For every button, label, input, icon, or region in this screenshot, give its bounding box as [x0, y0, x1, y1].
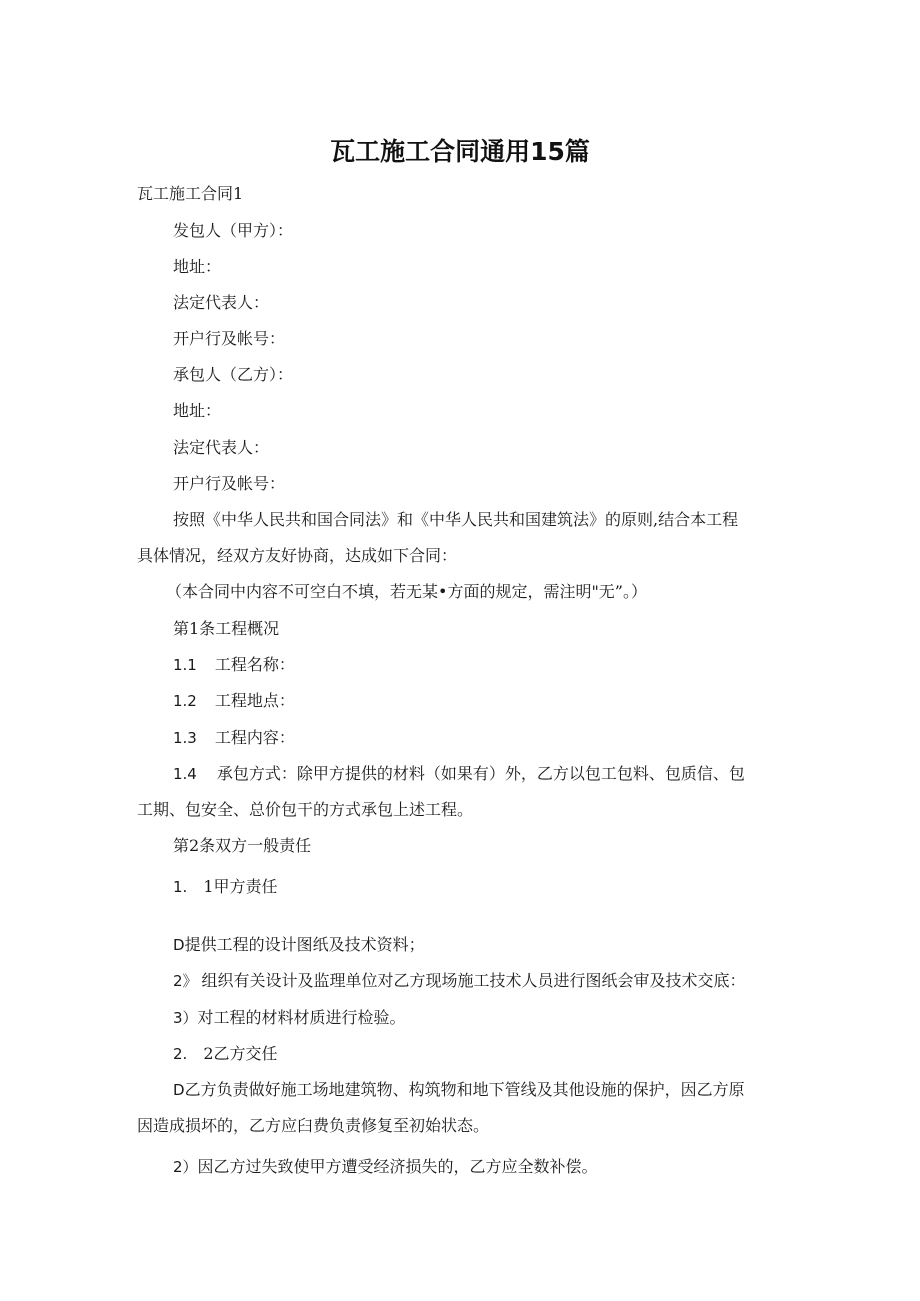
sub-text: 2乙方交任 [203, 1044, 278, 1063]
contractor-bank-label: 开户行及帐号： [173, 474, 286, 493]
list-text: 因乙方过失致使甲方遭受经济损失的，乙方应全数补偿。 [197, 1157, 598, 1176]
preamble-line-2: 具体情况，经双方友好协商，达成如下合同： [137, 546, 458, 565]
contractor-label: 承包人（乙方）： [173, 365, 294, 384]
list-number: 2） [173, 1158, 198, 1176]
list-number: D [173, 936, 185, 954]
preamble-line-1: 按照《中华人民共和国合同法》和《中华人民共和国建筑法》的原则,结合本工程 [173, 510, 739, 529]
item-text: 工程名称： [214, 655, 295, 674]
employer-address-label: 地址： [173, 257, 222, 276]
document-title: 瓦工施工合同通用15篇 [330, 137, 590, 166]
article-2-sub-1 [173, 876, 278, 898]
list-text: 提供工程的设计图纸及技术资料； [184, 935, 425, 954]
list-number: D [173, 1081, 185, 1099]
sub-number: 1. [173, 878, 188, 896]
article-2-heading: 第2条双方一般责任 [173, 836, 312, 855]
article-2-b2 [173, 1156, 598, 1178]
article-2-a1 [173, 934, 425, 956]
employer-label: 发包人（甲方）： [173, 221, 294, 240]
item-text: 工程地点： [214, 691, 295, 710]
fill-note: （本合同中内容不可空白不填，若无某•方面的规定，需注明"无”。） [166, 582, 647, 601]
sub-number: 2. [173, 1045, 188, 1063]
item-number: 1.1 [173, 656, 197, 674]
item-text: 工程内容： [214, 728, 295, 747]
list-text: 乙方负责做好施工场地建筑物、构筑物和地下管线及其他设施的保护，因乙方原 [184, 1080, 745, 1099]
contract-subtitle: 瓦工施工合同1 [137, 184, 244, 203]
article-1-item-4-cont: 工期、包安全、总价包干的方式承包上述工程。 [137, 800, 474, 819]
contractor-address-label: 地址： [173, 401, 222, 420]
sub-text: 1甲方责任 [203, 877, 278, 896]
article-1-item-2 [173, 690, 295, 712]
article-2-sub-2 [173, 1043, 278, 1065]
article-1-item-1 [173, 654, 295, 676]
list-number: 3） [173, 1009, 198, 1027]
contractor-rep-label: 法定代表人： [173, 438, 270, 457]
article-2-a3 [173, 1007, 406, 1029]
item-number: 1.2 [173, 692, 197, 710]
item-number: 1.3 [173, 729, 197, 747]
article-2-a2 [173, 970, 746, 992]
list-text: 组织有关设计及监理单位对乙方现场施工技术人员进行图纸会审及技术交底： [201, 971, 746, 990]
article-1-item-4 [173, 763, 745, 785]
list-number: 2》 [173, 972, 198, 990]
article-2-b1 [173, 1079, 745, 1101]
list-text: 对工程的材料材质进行检验。 [197, 1008, 406, 1027]
item-text: 承包方式：除甲方提供的材料（如果有）外，乙方以包工包料、包质信、包 [216, 764, 745, 783]
article-1-heading: 第1条工程概况 [173, 619, 280, 638]
item-number: 1.4 [173, 765, 197, 783]
employer-rep-label: 法定代表人： [173, 293, 270, 312]
employer-bank-label: 开户行及帐号： [173, 329, 286, 348]
article-2-b1-cont: 因造成损坏的，乙方应臼费负责修复至初始状态。 [137, 1116, 490, 1135]
article-1-item-3 [173, 727, 295, 749]
